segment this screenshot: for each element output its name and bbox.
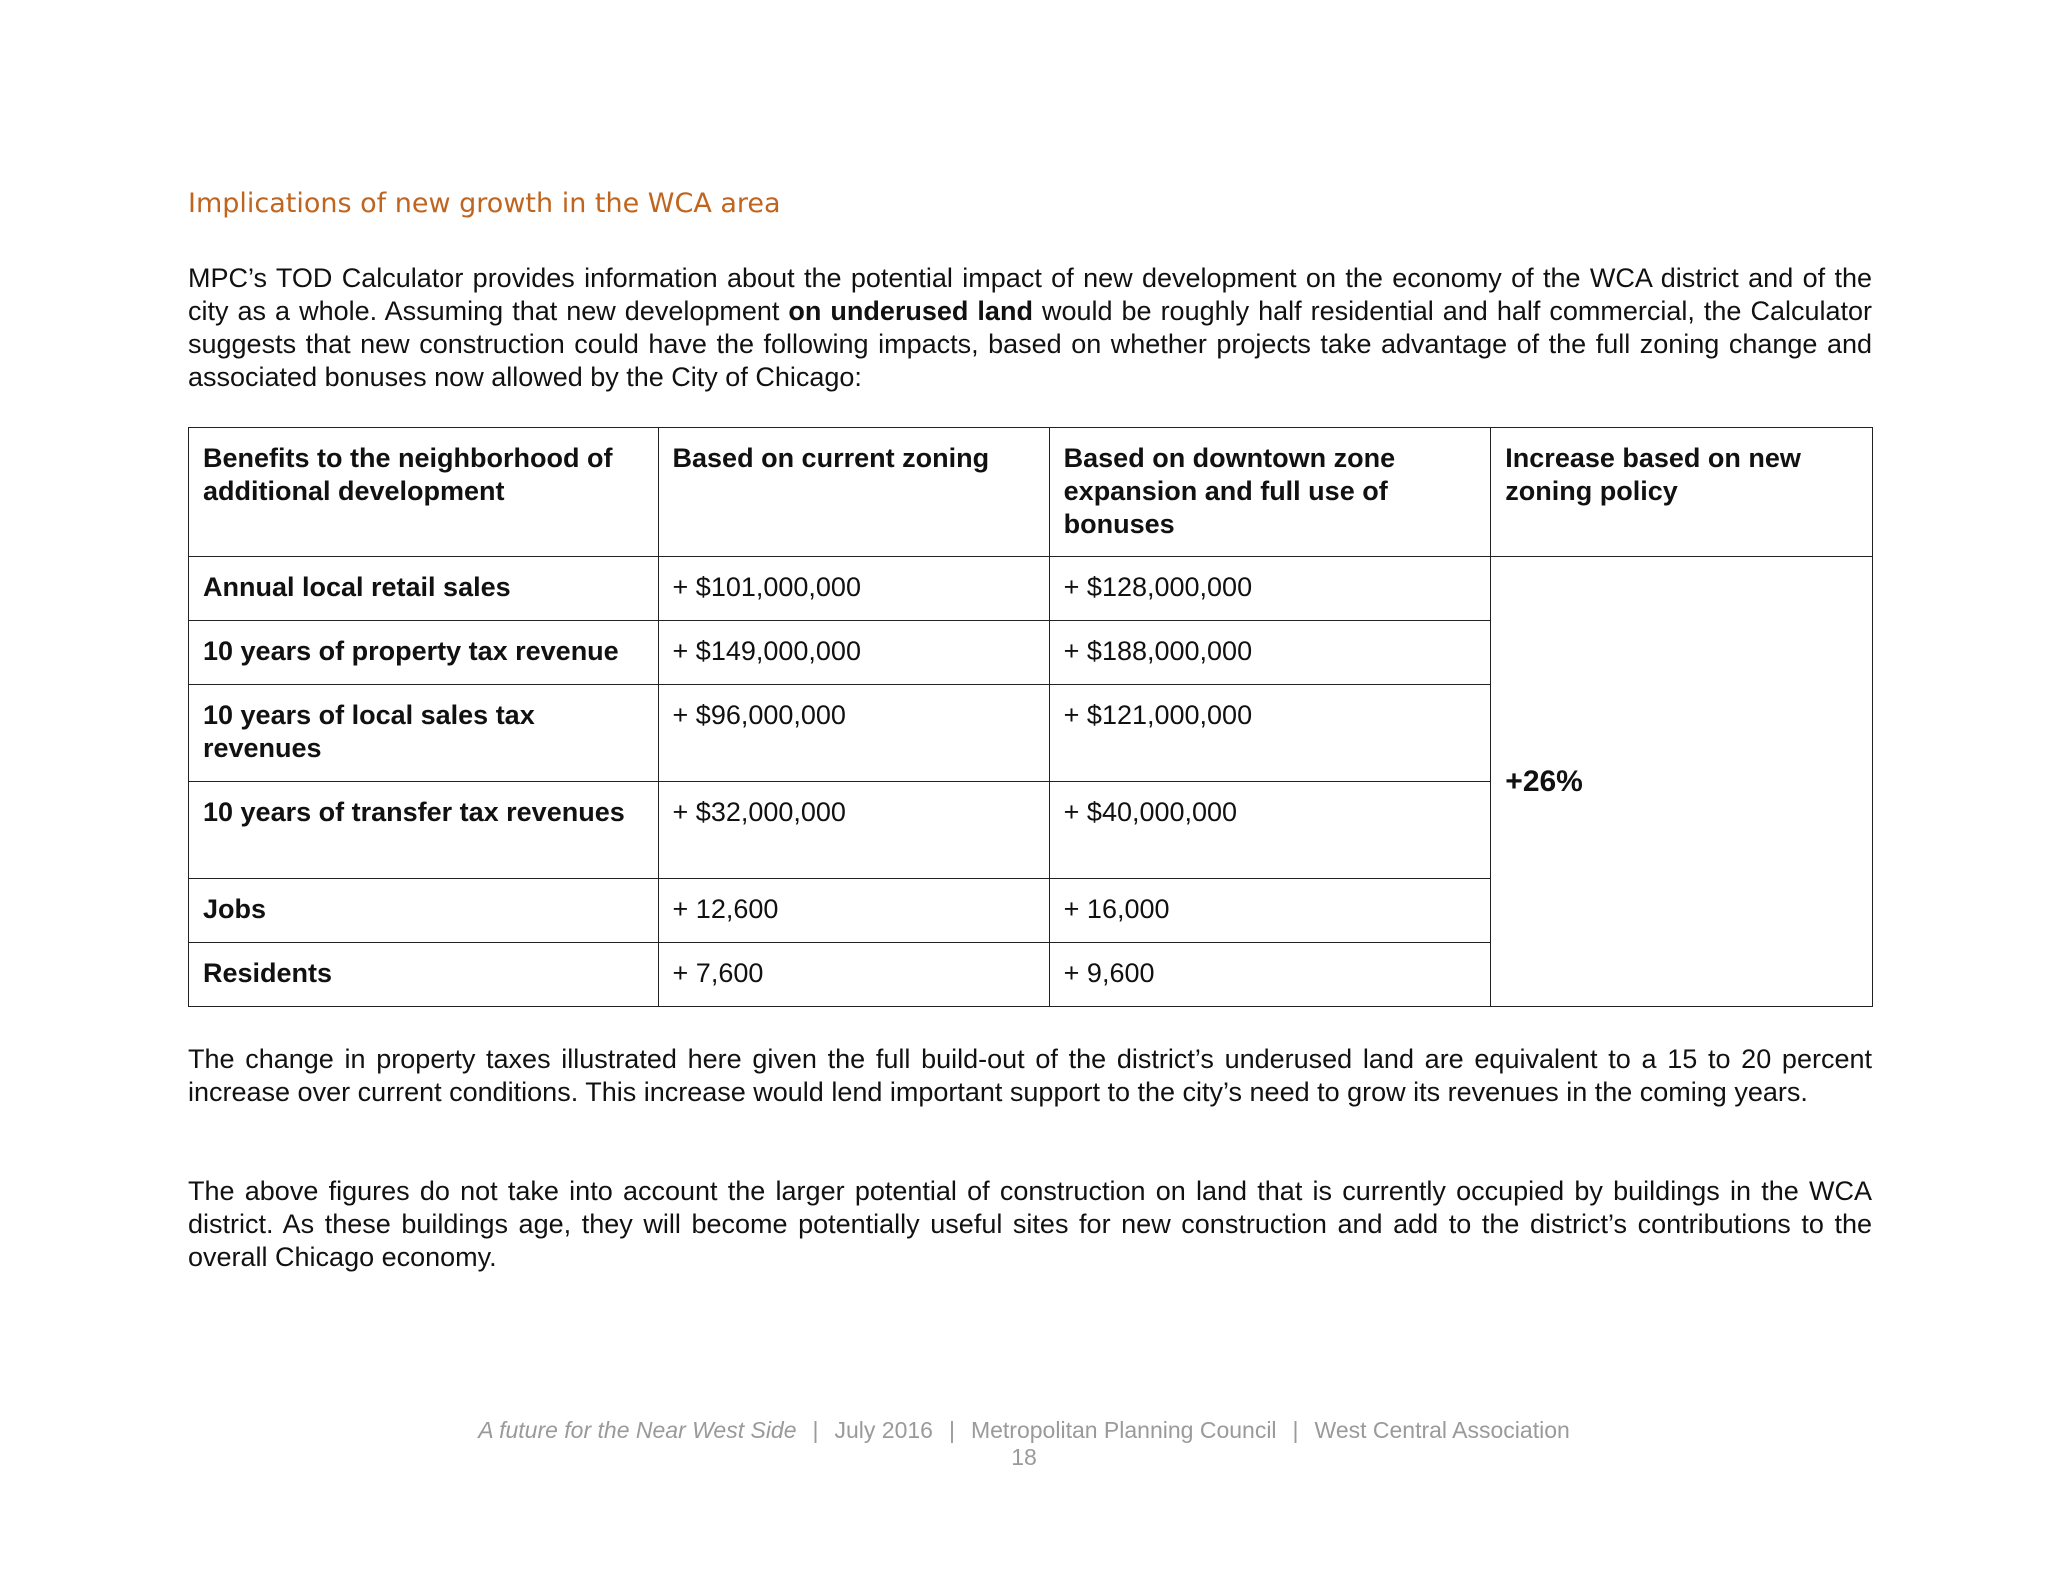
section-heading: Implications of new growth in the WCA area — [188, 188, 781, 219]
row-label: 10 years of transfer tax revenues — [189, 782, 659, 879]
row-current-value: + 12,600 — [658, 879, 1049, 943]
intro-paragraph — [188, 262, 1872, 394]
benefits-table — [188, 427, 1873, 1007]
row-current-value: + $32,000,000 — [658, 782, 1049, 879]
property-tax-paragraph: The change in property taxes illustrated here given the full build-out of the district’s underused land are equivalent to a 15 to 20 percent increase over current conditions. This increase would lend important support to the city’s need to grow its revenues in the coming years. — [188, 1044, 1872, 1107]
footer-title: A future for the Near West Side — [478, 1417, 797, 1443]
row-label: Residents — [189, 943, 659, 1007]
row-downtown-value: + $188,000,000 — [1049, 621, 1491, 685]
table-header-row — [189, 428, 1873, 557]
header-downtown-expansion: Based on downtown zone expansion and full use of bonuses — [1049, 428, 1491, 557]
page-footer — [0, 1416, 2048, 1444]
row-label: 10 years of local sales tax revenues — [189, 685, 659, 782]
footer-separator: | — [1292, 1417, 1299, 1443]
row-label: 10 years of property tax revenue — [189, 621, 659, 685]
intro-bold-text: on underused land — [788, 296, 1033, 326]
intro-text-part2: would be roughly half residential and half commercial, the Calculator suggests that new construction could have the following impacts, based on whether projects take advantage of the full zoning change and associated bonuses now allowed by the City of Chicago: — [188, 296, 1872, 392]
page-number: 18 — [1011, 1444, 1037, 1470]
header-current-zoning: Based on current zoning — [658, 428, 1049, 557]
row-downtown-value: + $40,000,000 — [1049, 782, 1491, 879]
footer-org-wca: West Central Association — [1314, 1417, 1570, 1443]
table-row — [189, 557, 1873, 621]
header-increase: Increase based on new zoning policy — [1491, 428, 1873, 557]
row-label: Jobs — [189, 879, 659, 943]
row-current-value: + $101,000,000 — [658, 557, 1049, 621]
row-downtown-value: + 16,000 — [1049, 879, 1491, 943]
header-benefits: Benefits to the neighborhood of additional development — [189, 428, 659, 557]
row-current-value: + 7,600 — [658, 943, 1049, 1007]
row-current-value: + $96,000,000 — [658, 685, 1049, 782]
row-downtown-value: + $121,000,000 — [1049, 685, 1491, 782]
footer-date: July 2016 — [834, 1417, 933, 1443]
row-downtown-value: + $128,000,000 — [1049, 557, 1491, 621]
row-downtown-value: + 9,600 — [1049, 943, 1491, 1007]
footer-org-mpc: Metropolitan Planning Council — [970, 1417, 1277, 1443]
future-potential-paragraph: The above figures do not take into account the larger potential of construction on land that is currently occupied by buildings in the WCA district. As these buildings age, they will become potentially useful sites for new construction and add to the district’s contributions to the overall Chicago economy. — [188, 1176, 1872, 1272]
intro-text-part1: MPC’s TOD Calculator provides information about the potential impact of new development on the economy of the WCA district and of the city as a whole. Assuming that new development — [188, 263, 1872, 326]
increase-value: +26% — [1491, 557, 1873, 1007]
row-current-value: + $149,000,000 — [658, 621, 1049, 685]
footer-separator: | — [948, 1417, 955, 1443]
footer-separator: | — [812, 1417, 819, 1443]
row-label: Annual local retail sales — [189, 557, 659, 621]
